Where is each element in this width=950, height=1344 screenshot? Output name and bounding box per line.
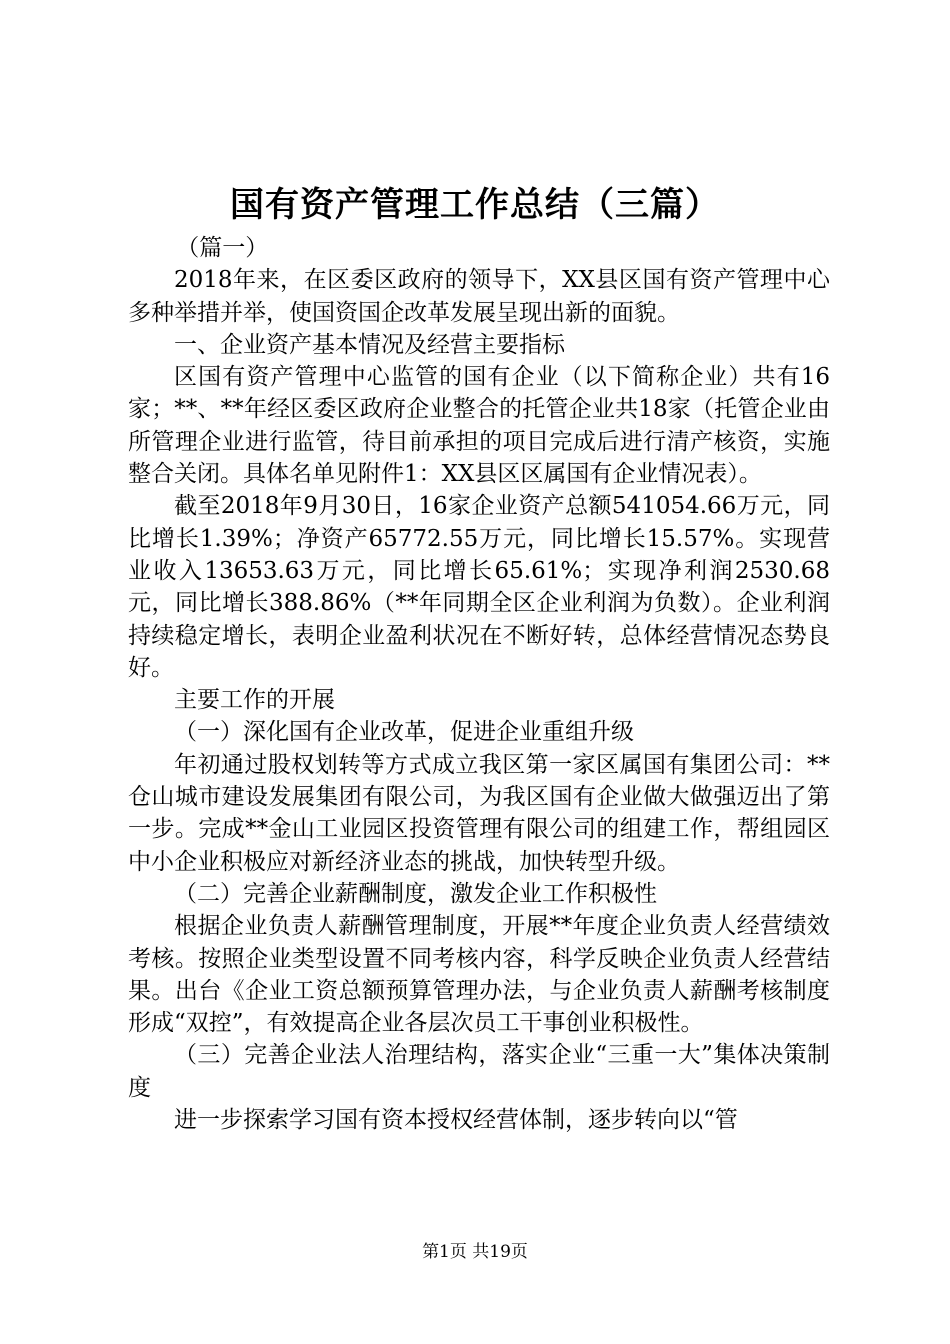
document-body	[128, 232, 830, 1136]
section-heading: 一、企业资产基本情况及经营主要指标	[174, 331, 565, 358]
page-footer: 第1页 共19页	[422, 1242, 528, 1262]
body-paragraph: 截至2018年9月30日，16家企业资产总额541054.66万元，同比增长1.39%；净资产65772.55万元，同比增长15.57%。实现营业收入13653.63万元，同比增长65.61%；实现净利润2530.68元，同比增长388.86%（**年同期全区企业利润为负数）。企业利润持续稳定增长，表明企业盈利状况在不断好转，总体经营情况态势良好。	[128, 493, 830, 681]
body-paragraph: 年初通过股权划转等方式成立我区第一家区属国有集团公司：**仓山城市建设发展集团有限公司，为我区国有企业做大做强迈出了第一步。完成**金山工业园区投资管理有限公司的组建工作，帮组园区中小企业积极应对新经济业态的挑战，加快转型升级。	[128, 751, 830, 875]
body-paragraph: 区国有资产管理中心监管的国有企业（以下简称企业）共有16家；**、**年经区委区政府企业整合的托管企业共18家（托管企业由所管理企业进行监管，待目前承担的项目完成后进行清产核资，实施整合关闭。具体名单见附件1：XX县区区属国有企业情况表）。	[128, 364, 830, 488]
body-paragraph: 进一步探索学习国有资本授权经营体制，逐步转向以“管	[174, 1107, 738, 1134]
intro-paragraph: 2018年来，在区委区政府的领导下，XX县区国有资产管理中心多种举措并举，使国资国企改革发展呈现出新的面貌。	[128, 267, 830, 326]
body-paragraph: 根据企业负责人薪酬管理制度，开展**年度企业负责人经营绩效考核。按照企业类型设置不同考核内容，科学反映企业负责人经营结果。出台《企业工资总额预算管理办法，与企业负责人薪酬考核制度形成“双控”，有效提高企业各层次员工干事创业积极性。	[128, 913, 830, 1037]
subsection-heading: （三）完善企业法人治理结构，落实企业“三重一大”集体决策制度	[128, 1042, 830, 1101]
document-title: 国有资产管理工作总结（三篇）	[230, 185, 720, 225]
subsection-heading: （二）完善企业薪酬制度，激发企业工作积极性	[174, 880, 657, 907]
section-label: （篇一）	[176, 235, 269, 261]
section-heading: 主要工作的开展	[174, 687, 335, 714]
subsection-heading: （一）深化国有企业改革，促进企业重组升级	[174, 719, 634, 746]
